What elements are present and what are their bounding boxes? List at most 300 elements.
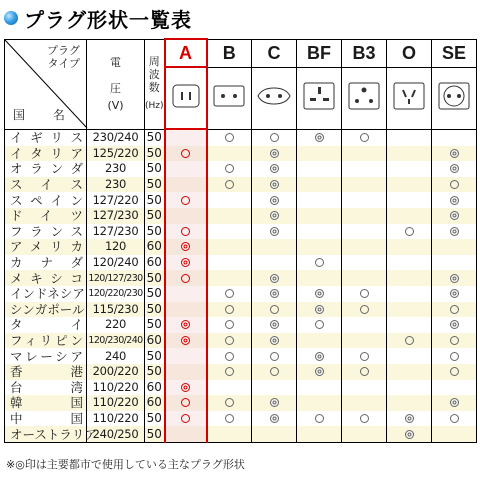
frequency-value: 50: [145, 426, 165, 442]
plug-O-mark-cell: [387, 224, 432, 240]
circle-mark: [181, 227, 190, 236]
table-row: [5, 224, 477, 240]
plug-C-mark-cell: [252, 255, 297, 271]
table-row: [5, 317, 477, 333]
plug-O-mark-cell: [387, 255, 432, 271]
plug-B-mark-cell: [207, 380, 252, 396]
plug-SE-mark-cell: [432, 411, 477, 427]
country-label: 国 名: [13, 107, 77, 122]
plug-C-icon: [254, 81, 294, 111]
circle-mark: [450, 305, 459, 314]
plug-B3-mark-cell: [342, 239, 387, 255]
plug-B3-shape: [342, 67, 387, 129]
type-B3-header: [342, 39, 387, 67]
plug-SE-mark-cell: [432, 129, 477, 146]
plug-B-mark-cell: [207, 239, 252, 255]
plug-B-mark-cell: [207, 317, 252, 333]
plug-O-mark-cell: [387, 302, 432, 318]
plug-A-mark-cell: [165, 395, 207, 411]
plug-B-mark-cell: [207, 224, 252, 240]
voltage-value: 110/220: [87, 411, 145, 427]
circle-mark: [450, 352, 459, 361]
circle-mark: [181, 149, 190, 158]
voltage-header: [87, 39, 145, 129]
type-BF-header: [297, 39, 342, 67]
country-name: スペイン: [5, 192, 87, 208]
double-circle-mark: [450, 164, 459, 173]
plug-C-mark-cell: [252, 224, 297, 240]
table-row: [5, 177, 477, 193]
table-row: [5, 426, 477, 442]
plug-O-mark-cell: [387, 333, 432, 349]
plug-O-mark-cell: [387, 364, 432, 380]
voltage-value: 230/240: [87, 129, 145, 146]
plug-B-mark-cell: [207, 302, 252, 318]
plug-A-mark-cell: [165, 317, 207, 333]
frequency-value: 50: [145, 364, 165, 380]
plug-BF-mark-cell: [297, 255, 342, 271]
circle-mark: [360, 414, 369, 423]
type-SE-letter: SE: [441, 42, 466, 63]
voltage-value: 120/220/230: [87, 286, 145, 302]
plug-B3-mark-cell: [342, 270, 387, 286]
plug-BF-mark-cell: [297, 286, 342, 302]
table-row: [5, 364, 477, 380]
plug-SE-mark-cell: [432, 146, 477, 162]
plug-SE-mark-cell: [432, 255, 477, 271]
plug-SE-mark-cell: [432, 317, 477, 333]
plug-B-mark-cell: [207, 333, 252, 349]
plug-B3-mark-cell: [342, 161, 387, 177]
voltage-value: 110/220: [87, 380, 145, 396]
plug-B-shape: [207, 67, 252, 129]
frequency-value: 50: [145, 161, 165, 177]
double-circle-mark: [270, 196, 279, 205]
plug-SE-mark-cell: [432, 333, 477, 349]
voltage-value: 230: [87, 161, 145, 177]
country-name: ドイツ: [5, 208, 87, 224]
page-title: プラグ形状一覧表: [24, 7, 192, 32]
plug-B-mark-cell: [207, 192, 252, 208]
voltage-value: 127/230: [87, 224, 145, 240]
table-row: [5, 129, 477, 146]
plug-B3-mark-cell: [342, 317, 387, 333]
plug-C-mark-cell: [252, 286, 297, 302]
plug-BF-mark-cell: [297, 129, 342, 146]
table-row: [5, 208, 477, 224]
plug-A-mark-cell: [165, 302, 207, 318]
plug-O-mark-cell: [387, 192, 432, 208]
plug-A-mark-cell: [165, 224, 207, 240]
plug-SE-mark-cell: [432, 286, 477, 302]
type-A-letter: A: [179, 42, 192, 63]
voltage-value: 120: [87, 239, 145, 255]
plug-B3-mark-cell: [342, 411, 387, 427]
double-circle-mark: [450, 320, 459, 329]
circle-mark: [405, 336, 414, 345]
plug-O-mark-cell: [387, 380, 432, 396]
double-circle-mark: [450, 398, 459, 407]
voltage-value: 127/230: [87, 208, 145, 224]
type-C-header: [252, 39, 297, 67]
plug-SE-mark-cell: [432, 348, 477, 364]
country-name: 台湾: [5, 380, 87, 396]
voltage-unit: (V): [107, 99, 124, 112]
plug-B-mark-cell: [207, 270, 252, 286]
plug-B-mark-cell: [207, 177, 252, 193]
circle-mark: [225, 367, 234, 376]
plug-O-mark-cell: [387, 286, 432, 302]
double-circle-mark: [450, 274, 459, 283]
double-circle-mark: [181, 336, 190, 345]
plug-A-mark-cell: [165, 177, 207, 193]
type-B3-letter: B3: [352, 42, 376, 63]
plug-C-mark-cell: [252, 411, 297, 427]
plug-SE-mark-cell: [432, 224, 477, 240]
plug-SE-mark-cell: [432, 395, 477, 411]
type-BF-letter: BF: [307, 42, 331, 63]
plug-O-shape: [387, 67, 432, 129]
table-row: [5, 348, 477, 364]
plug-O-mark-cell: [387, 129, 432, 146]
plug-A-mark-cell: [165, 380, 207, 396]
plug-O-mark-cell: [387, 146, 432, 162]
circle-mark: [360, 367, 369, 376]
plug-O-icon: [391, 80, 427, 112]
plug-C-mark-cell: [252, 348, 297, 364]
table-row: [5, 380, 477, 396]
plug-A-shape: [165, 67, 207, 129]
plug-B3-mark-cell: [342, 255, 387, 271]
plug-C-mark-cell: [252, 177, 297, 193]
double-circle-mark: [315, 305, 324, 314]
country-name: イギリス: [5, 129, 87, 146]
double-circle-mark: [450, 289, 459, 298]
plug-BF-mark-cell: [297, 380, 342, 396]
header-diagonal-cell: [5, 39, 87, 129]
frequency-value: 60: [145, 255, 165, 271]
plug-BF-mark-cell: [297, 426, 342, 442]
voltage-value: 120/127/230: [87, 270, 145, 286]
plug-B-mark-cell: [207, 364, 252, 380]
table-row: [5, 161, 477, 177]
double-circle-mark: [181, 383, 190, 392]
table-row: [5, 192, 477, 208]
country-name: メキシコ: [5, 270, 87, 286]
plug-SE-shape: [432, 67, 477, 129]
double-circle-mark: [181, 242, 190, 251]
country-name: 韓国: [5, 395, 87, 411]
circle-mark: [315, 414, 324, 423]
plug-SE-mark-cell: [432, 192, 477, 208]
country-name: オランダ: [5, 161, 87, 177]
plug-C-mark-cell: [252, 426, 297, 442]
plug-A-mark-cell: [165, 426, 207, 442]
title-bar: [0, 0, 480, 36]
table-row: [5, 239, 477, 255]
plug-type-label: プラグ タイプ: [47, 43, 80, 70]
frequency-value: 50: [145, 208, 165, 224]
table-row: [5, 333, 477, 349]
country-name: フィリピン: [5, 333, 87, 349]
country-name: スイス: [5, 177, 87, 193]
plug-BF-mark-cell: [297, 270, 342, 286]
type-SE-header: [432, 39, 477, 67]
double-circle-mark: [270, 289, 279, 298]
type-O-letter: O: [401, 42, 416, 63]
plug-A-mark-cell: [165, 239, 207, 255]
plug-B3-mark-cell: [342, 129, 387, 146]
double-circle-mark: [450, 227, 459, 236]
double-circle-mark: [450, 196, 459, 205]
circle-mark: [225, 180, 234, 189]
plug-B3-mark-cell: [342, 224, 387, 240]
table-row: [5, 146, 477, 162]
plug-B-icon: [211, 81, 247, 111]
plug-O-mark-cell: [387, 208, 432, 224]
plug-O-mark-cell: [387, 426, 432, 442]
plug-SE-mark-cell: [432, 380, 477, 396]
double-circle-mark: [270, 320, 279, 329]
plug-SE-mark-cell: [432, 161, 477, 177]
plug-BF-icon: [301, 80, 337, 112]
plug-BF-mark-cell: [297, 411, 342, 427]
plug-BF-mark-cell: [297, 395, 342, 411]
plug-BF-mark-cell: [297, 161, 342, 177]
double-circle-mark: [270, 274, 279, 283]
plug-A-mark-cell: [165, 129, 207, 146]
frequency-value: 50: [145, 270, 165, 286]
plug-BF-mark-cell: [297, 317, 342, 333]
plug-A-icon: [171, 81, 201, 111]
double-circle-mark: [270, 180, 279, 189]
frequency-value: 50: [145, 192, 165, 208]
plug-O-mark-cell: [387, 270, 432, 286]
country-name: フランス: [5, 224, 87, 240]
plug-B-mark-cell: [207, 161, 252, 177]
frequency-value: 50: [145, 177, 165, 193]
voltage-label: 電 圧: [110, 56, 121, 95]
plug-C-mark-cell: [252, 129, 297, 146]
voltage-value: 120/240: [87, 255, 145, 271]
double-circle-mark: [270, 211, 279, 220]
plug-SE-mark-cell: [432, 239, 477, 255]
double-circle-mark: [315, 352, 324, 361]
frequency-unit: (Hz): [145, 101, 164, 111]
circle-mark: [225, 320, 234, 329]
plug-SE-mark-cell: [432, 177, 477, 193]
plug-C-mark-cell: [252, 208, 297, 224]
plug-B-mark-cell: [207, 426, 252, 442]
circle-mark: [450, 414, 459, 423]
double-circle-mark: [270, 336, 279, 345]
plug-BF-mark-cell: [297, 302, 342, 318]
plug-C-mark-cell: [252, 302, 297, 318]
type-B-letter: B: [222, 42, 236, 63]
voltage-value: 110/220: [87, 395, 145, 411]
plug-BF-mark-cell: [297, 224, 342, 240]
plug-SE-mark-cell: [432, 208, 477, 224]
table-row: [5, 286, 477, 302]
circle-mark: [225, 164, 234, 173]
plug-B3-icon: [346, 80, 382, 112]
plug-SE-mark-cell: [432, 302, 477, 318]
voltage-value: 240/250: [87, 426, 145, 442]
country-name: シンガポール: [5, 302, 87, 318]
country-name: 中国: [5, 411, 87, 427]
plug-C-mark-cell: [252, 270, 297, 286]
plug-C-shape: [252, 67, 297, 129]
plug-BF-mark-cell: [297, 208, 342, 224]
plug-A-mark-cell: [165, 286, 207, 302]
circle-mark: [181, 414, 190, 423]
circle-mark: [225, 398, 234, 407]
circle-mark: [225, 414, 234, 423]
country-name: タイ: [5, 317, 87, 333]
plug-O-mark-cell: [387, 317, 432, 333]
frequency-value: 50: [145, 129, 165, 146]
voltage-value: 127/220: [87, 192, 145, 208]
plug-A-mark-cell: [165, 348, 207, 364]
double-circle-mark: [315, 289, 324, 298]
double-circle-mark: [270, 164, 279, 173]
voltage-value: 125/220: [87, 146, 145, 162]
circle-mark: [360, 352, 369, 361]
double-circle-mark: [315, 133, 324, 142]
plug-table: [4, 38, 477, 443]
table-row: [5, 395, 477, 411]
plug-BF-mark-cell: [297, 146, 342, 162]
footnote: ※◎印は主要都市で使用している主なプラグ形状: [6, 458, 245, 471]
frequency-value: 50: [145, 302, 165, 318]
frequency-value: 60: [145, 333, 165, 349]
plug-C-mark-cell: [252, 364, 297, 380]
circle-mark: [225, 133, 234, 142]
frequency-value: 50: [145, 224, 165, 240]
plug-B3-mark-cell: [342, 348, 387, 364]
country-name: アメリカ: [5, 239, 87, 255]
plug-B3-mark-cell: [342, 146, 387, 162]
plug-BF-mark-cell: [297, 364, 342, 380]
circle-mark: [405, 227, 414, 236]
plug-B-mark-cell: [207, 208, 252, 224]
frequency-value: 50: [145, 317, 165, 333]
voltage-value: 220: [87, 317, 145, 333]
double-circle-mark: [270, 398, 279, 407]
table-body: [5, 129, 477, 442]
circle-mark: [181, 274, 190, 283]
plug-O-mark-cell: [387, 161, 432, 177]
frequency-value: 60: [145, 239, 165, 255]
circle-mark: [270, 352, 279, 361]
plug-O-mark-cell: [387, 177, 432, 193]
plug-SE-mark-cell: [432, 364, 477, 380]
plug-A-mark-cell: [165, 208, 207, 224]
plug-B-mark-cell: [207, 129, 252, 146]
plug-B3-mark-cell: [342, 426, 387, 442]
plug-O-mark-cell: [387, 395, 432, 411]
circle-mark: [450, 367, 459, 376]
circle-mark: [181, 398, 190, 407]
country-name: カナダ: [5, 255, 87, 271]
circle-mark: [315, 258, 324, 267]
double-circle-mark: [450, 211, 459, 220]
plug-C-mark-cell: [252, 161, 297, 177]
country-name: イタリア: [5, 146, 87, 162]
table-row: [5, 255, 477, 271]
plug-BF-mark-cell: [297, 177, 342, 193]
plug-B3-mark-cell: [342, 208, 387, 224]
plug-C-mark-cell: [252, 239, 297, 255]
frequency-label: 周 波 数: [148, 55, 160, 94]
plug-A-mark-cell: [165, 192, 207, 208]
plug-C-mark-cell: [252, 395, 297, 411]
plug-C-mark-cell: [252, 192, 297, 208]
country-name: マレーシア: [5, 348, 87, 364]
double-circle-mark: [270, 414, 279, 423]
frequency-value: 50: [145, 348, 165, 364]
circle-mark: [270, 367, 279, 376]
frequency-header: [145, 39, 165, 129]
circle-mark: [225, 305, 234, 314]
country-name: 香港: [5, 364, 87, 380]
circle-mark: [181, 196, 190, 205]
circle-mark: [270, 133, 279, 142]
plug-A-mark-cell: [165, 411, 207, 427]
plug-SE-mark-cell: [432, 270, 477, 286]
plug-BF-mark-cell: [297, 348, 342, 364]
circle-mark: [360, 289, 369, 298]
frequency-value: 60: [145, 395, 165, 411]
plug-C-mark-cell: [252, 317, 297, 333]
plug-A-mark-cell: [165, 364, 207, 380]
type-letter-row: [5, 39, 477, 67]
type-O-header: [387, 39, 432, 67]
type-A-header: [165, 39, 207, 67]
circle-mark: [225, 289, 234, 298]
plug-B-mark-cell: [207, 348, 252, 364]
plug-C-mark-cell: [252, 380, 297, 396]
plug-B3-mark-cell: [342, 395, 387, 411]
plug-SE-mark-cell: [432, 426, 477, 442]
plug-B3-mark-cell: [342, 333, 387, 349]
double-circle-mark: [181, 320, 190, 329]
circle-mark: [450, 180, 459, 189]
frequency-value: 50: [145, 286, 165, 302]
double-circle-mark: [405, 414, 414, 423]
plug-O-mark-cell: [387, 239, 432, 255]
type-B-header: [207, 39, 252, 67]
plug-A-mark-cell: [165, 146, 207, 162]
voltage-value: 230: [87, 177, 145, 193]
plug-B-mark-cell: [207, 411, 252, 427]
country-name: オーストラリア: [5, 426, 87, 442]
plug-C-mark-cell: [252, 146, 297, 162]
plug-BF-mark-cell: [297, 333, 342, 349]
plug-SE-icon: [436, 80, 472, 112]
plug-B3-mark-cell: [342, 380, 387, 396]
plug-C-mark-cell: [252, 333, 297, 349]
table-row: [5, 302, 477, 318]
frequency-value: 60: [145, 380, 165, 396]
double-circle-mark: [315, 367, 324, 376]
circle-mark: [360, 305, 369, 314]
voltage-value: 240: [87, 348, 145, 364]
plug-O-mark-cell: [387, 411, 432, 427]
plug-B3-mark-cell: [342, 177, 387, 193]
plug-A-mark-cell: [165, 255, 207, 271]
plug-BF-mark-cell: [297, 239, 342, 255]
